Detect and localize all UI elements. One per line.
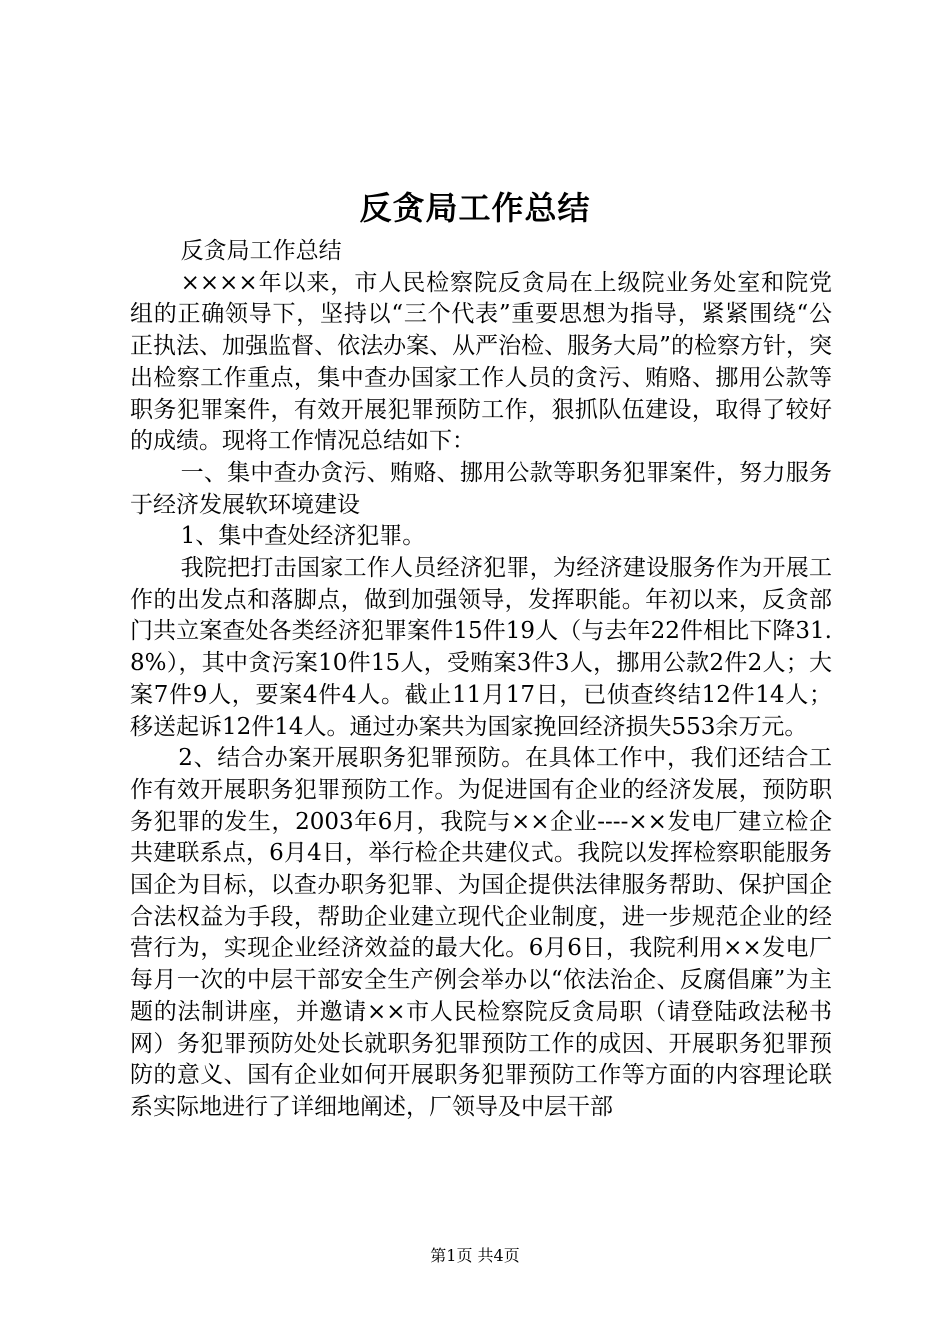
paragraph-intro: ××××年以来，市人民检察院反贪局在上级院业务处室和院党组的正确领导下，坚持以“三个代表”重要思想为指导，紧紧围绕“公正执法、加强监督、依法办案、从严治检、服务大局”的检察方针，突出检察工作重点，集中查办国家工作人员的贪污、贿赂、挪用公款等职务犯罪案件，有效开展犯罪预防工作，狠抓队伍建设，取得了较好的成绩。现将工作情况总结如下： xyxy=(130,269,832,455)
paragraph-prevention: 2、结合办案开展职务犯罪预防。在具体工作中，我们还结合工作有效开展职务犯罪预防工作。为促进国有企业的经济发展，预防职务犯罪的发生，2003年6月，我院与××企业----××发电厂建立检企共建联系点，6月4日，举行检企共建仪式。我院以发挥检察职能服务国企为目标，以查办职务犯罪、为国企提供法律服务帮助、保护国企合法权益为手段，帮助企业建立现代企业制度，进一步规范企业的经营行为，实现企业经济效益的最大化。6月6日，我院利用××发电厂每月一次的中层干部安全生产例会举办以“依法治企、反腐倡廉”为主题的法制讲座，并邀请××市人民检察院反贪局职（请登陆政法秘书网）务犯罪预防处处长就职务犯罪预防工作的成因、开展职务犯罪预防的意义、国有企业如何开展职务犯罪预防工作等方面的内容理论联系实际地进行了详细地阐述，厂领导及中层干部 xyxy=(130,745,832,1120)
document-title: 反贪局工作总结 xyxy=(359,189,591,227)
paragraph-section-heading: 一、集中查办贪污、贿赂、挪用公款等职务犯罪案件，努力服务于经济发展软环境建设 xyxy=(130,459,832,518)
paragraph-subtitle: 反贪局工作总结 xyxy=(180,238,342,264)
document-body xyxy=(130,236,832,1124)
paragraph-subheading: 1、集中查处经济犯罪。 xyxy=(180,523,426,550)
paragraph-economic-crime: 我院把打击国家工作人员经济犯罪，为经济建设服务作为开展工作的出发点和落脚点，做到加强领导，发挥职能。年初以来，反贪部门共立案查处各类经济犯罪案件15件19人（与去年22件相比下降31.8%），其中贪污案10件15人，受贿案3件3人，挪用公款2件2人；大案7件9人，要案4件4人。截止11月17日，已侦查终结12件14人；移送起诉12件14人。通过办案共为国家挽回经济损失553余万元。 xyxy=(130,555,832,740)
page-number-footer: 第1页 共4页 xyxy=(430,1246,520,1265)
